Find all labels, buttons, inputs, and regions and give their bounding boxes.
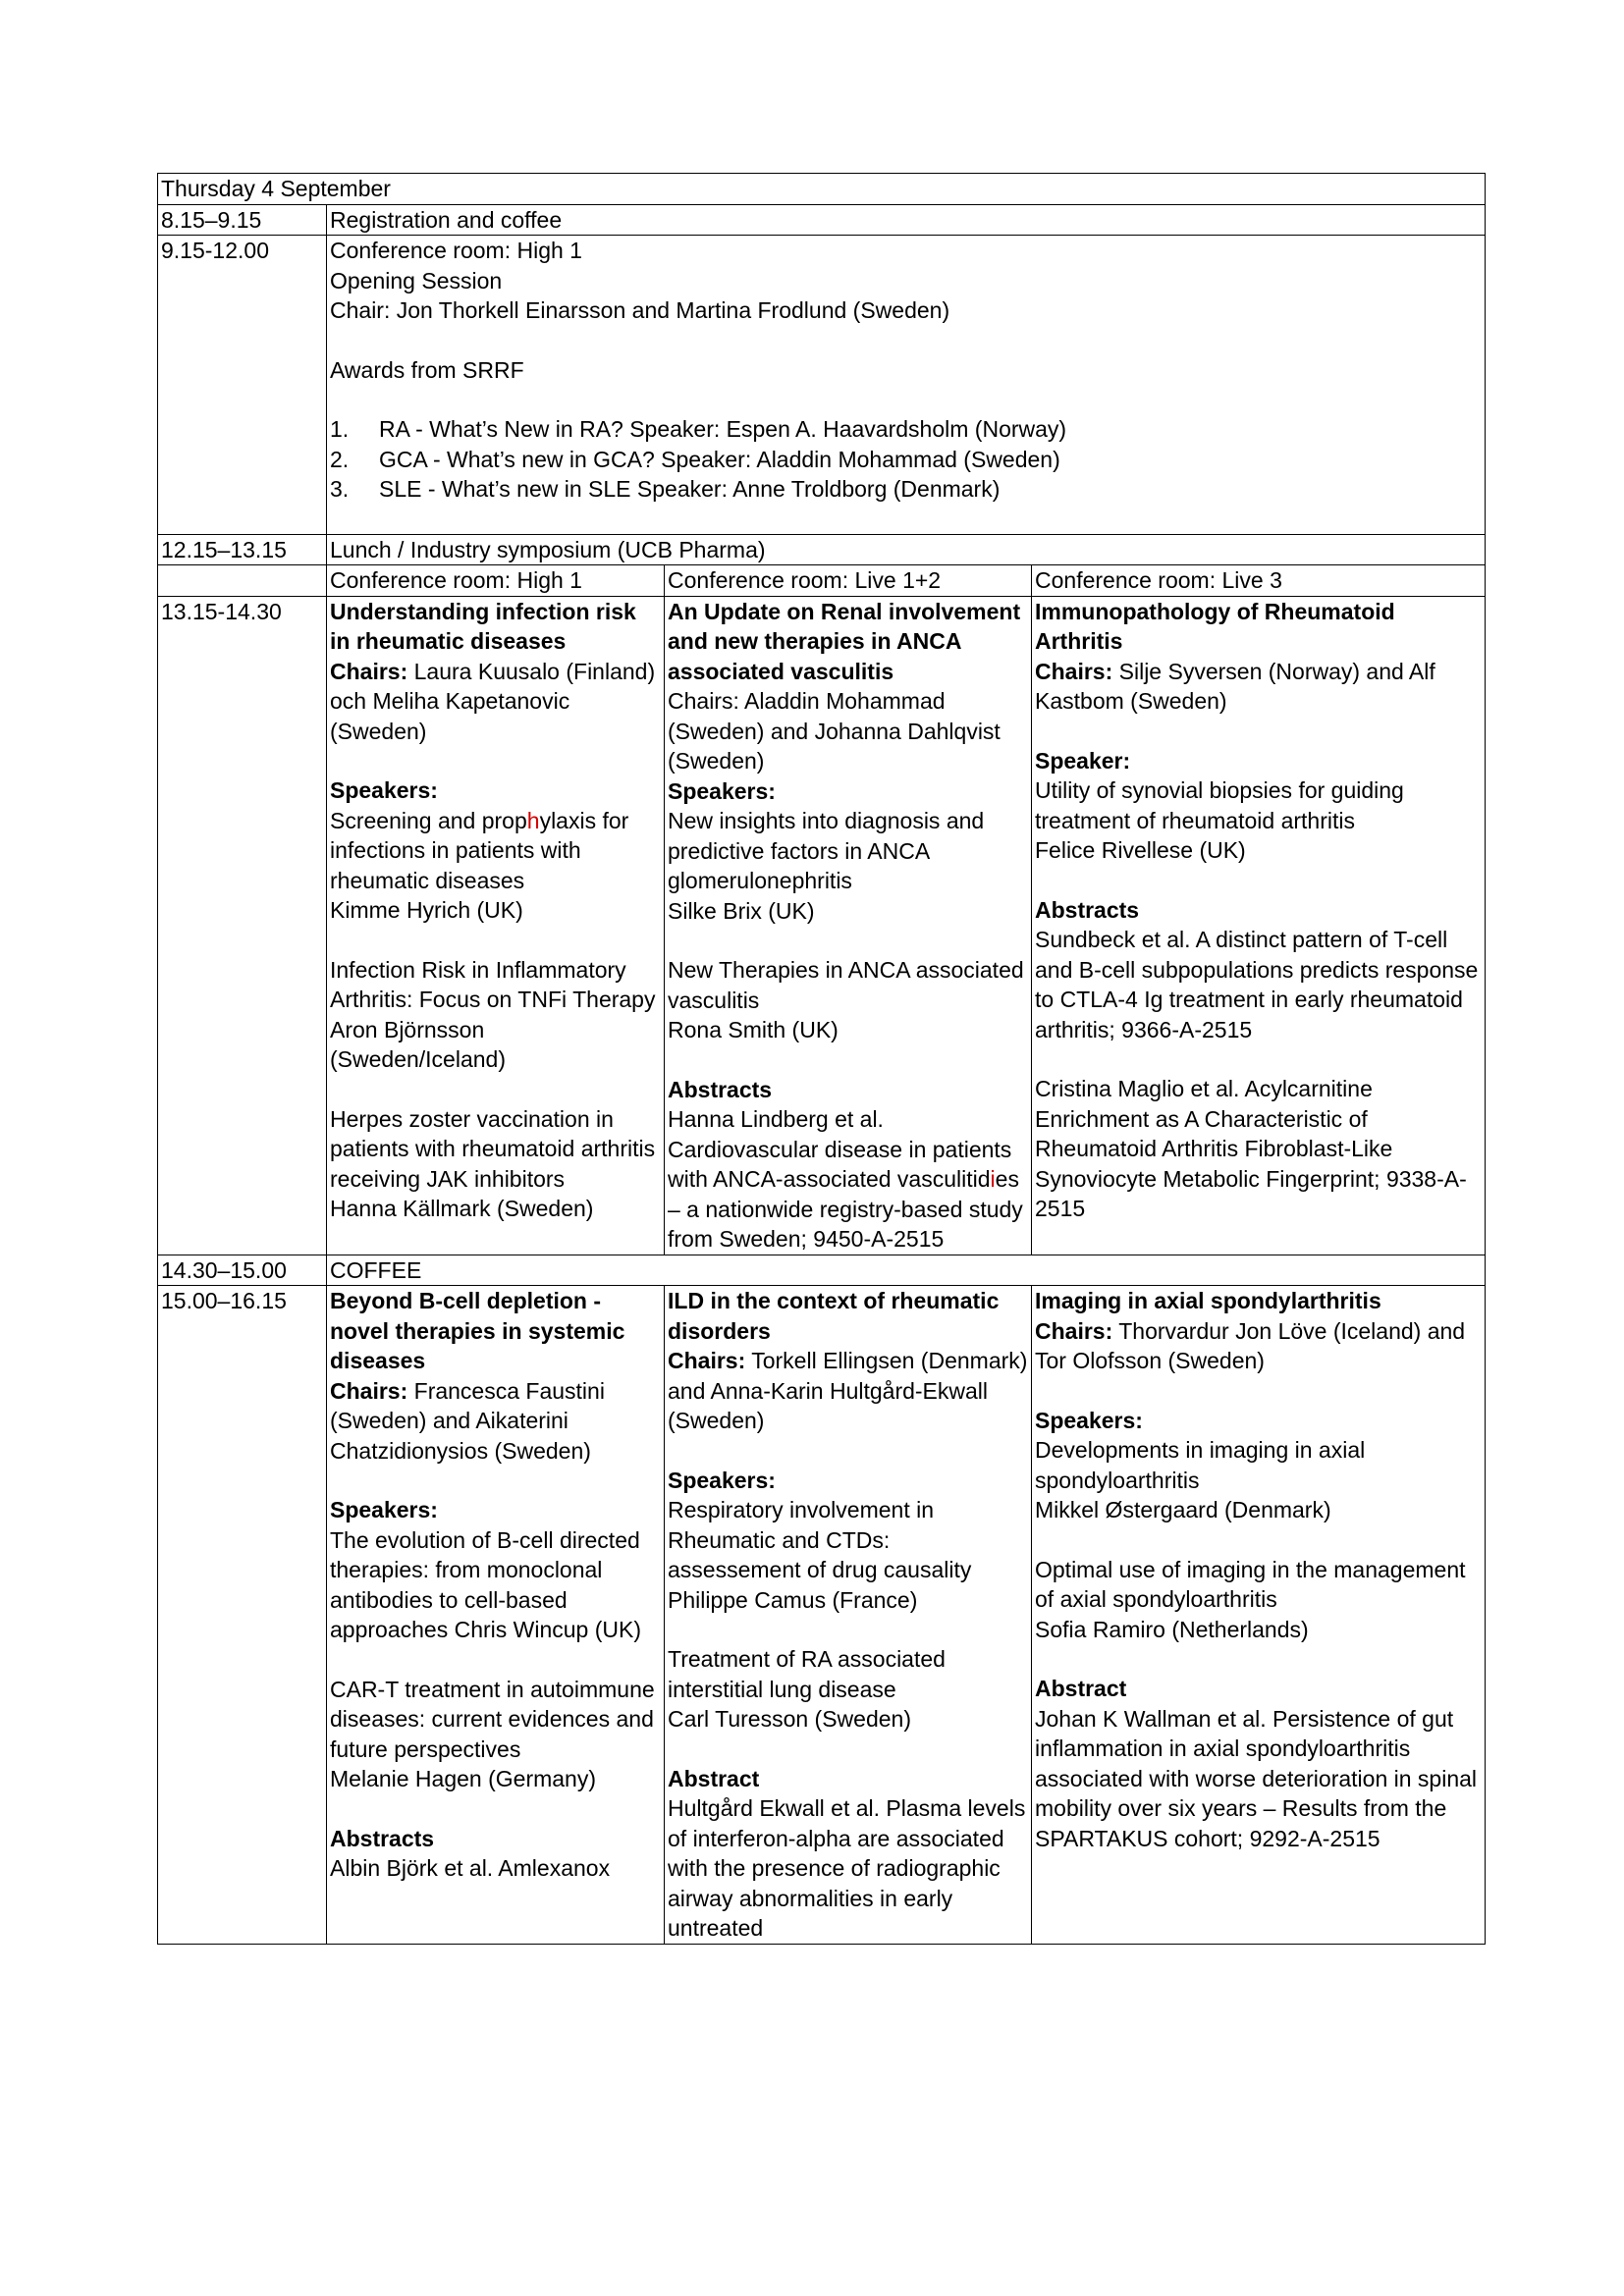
session-cell-high1 [327,596,665,1255]
speaker-name: Hanna Källmark (Sweden) [330,1196,594,1221]
list-item: 3. SLE - What’s new in SLE Speaker: Anne Troldborg (Denmark) [330,476,1001,502]
coffee-row [158,1255,1486,1286]
talk-title: Respiratory involvement in Rheumatic and CTDs: assessement of drug causality [668,1497,972,1582]
room-label: Conference room: High 1 [330,238,582,263]
talk-title: Treatment of RA associated interstitial lung disease [668,1646,946,1702]
speaker-name: Kimme Hyrich (UK) [330,897,523,923]
talk-title: Utility of synovial biopsies for guiding treatment of rheumatoid arthritis [1035,777,1404,833]
speaker-name: Felice Rivellese (UK) [1035,837,1246,863]
chairs-line: Chairs: Silje Syversen (Norway) and Alf Kastbom (Sweden) [1035,658,1435,714]
session-title: Immunopathology of Rheumatoid Arthritis [1035,598,1395,654]
day-title: Thursday 4 September [158,174,1486,205]
abstract-label: Abstract [668,1765,760,1791]
abstract-text: Hultgård Ekwall et al. Plasma levels of interferon-alpha are associated with the presence of radiographic airway abnormalities in early untreated [668,1795,1026,1941]
time-cell: 14.30–15.00 [158,1255,327,1286]
talk-title: New Therapies in ANCA associated vasculitis [668,957,1024,1013]
speaker-name: Philippe Camus (France) [668,1586,918,1613]
session-cell-live12 [665,1286,1032,1945]
abstract-text: Hanna Lindberg et al. Cardiovascular disease in patients with ANCA-associated vasculitidies – a nationwide registry-based study from Sweden; 9450-A-2515 [668,1106,1023,1252]
session-row-1500 [158,1286,1486,1945]
session-title: Beyond B-cell depletion - novel therapies in systemic diseases [330,1288,625,1373]
talk-title: CAR-T treatment in autoimmune diseases: current evidences and future perspectives [330,1676,655,1762]
room-header: Conference room: High 1 [327,565,665,597]
abstract-text: Johan K Wallman et al. Persistence of gut inflammation in axial spondyloarthritis associated with worse deterioration in spinal mobility over six years – Results from the SPARTAKUS cohort; 9292-A-2515 [1035,1705,1478,1851]
session-title: Imaging in axial spondylarthritis [1035,1288,1381,1313]
session-title: An Update on Renal involvement and new therapies in ANCA associated vasculitis [668,598,1021,684]
lunch-row [158,534,1486,565]
speaker-name: Sofia Ramiro (Netherlands) [1035,1616,1309,1642]
room-header: Conference room: Live 3 [1032,565,1486,597]
speaker-name: Silke Brix (UK) [668,897,815,924]
time-cell: 12.15–13.15 [158,534,327,565]
speaker-name: Mikkel Østergaard (Denmark) [1035,1497,1331,1522]
chair-line: Chair: Jon Thorkell Einarsson and Martina Frodlund (Sweden) [330,297,950,323]
empty-time-cell [158,565,327,597]
speakers-label: Speakers: [330,777,438,803]
time-cell: 15.00–16.15 [158,1286,327,1945]
session-cell-live3 [1032,1286,1486,1945]
time-cell: 8.15–9.15 [158,204,327,236]
coffee-text: COFFEE [327,1255,1486,1286]
program-table [157,173,1486,1945]
talk-title: Screening and prophylaxis for infections in patients with rheumatic diseases [330,807,629,893]
talk-title: Infection Risk in Inflammatory Arthritis: Focus on TNFi Therapy [330,956,656,1012]
session-cell-high1 [327,1286,665,1945]
abstract-text: Sundbeck et al. A distinct pattern of T-cell and B-cell subpopulations predicts response to CTLA-4 Ig treatment in early rheumatoid arthritis; 9366-A-2515 [1035,927,1479,1042]
speakers-label: Speakers: [668,777,776,804]
speakers-label: Speakers: [330,1497,438,1522]
abstracts-label: Abstracts [330,1825,435,1851]
abstract-text: Cristina Maglio et al. Acylcarnitine Enrichment as A Characteristic of Rheumatoid Arthritis Fibroblast-Like Synoviocyte Metabolic Fingerprint; 9338-A-2515 [1035,1076,1467,1221]
chairs-line: Chairs: Francesca Faustini (Sweden) and Aikaterini Chatzidionysios (Sweden) [330,1377,605,1464]
chairs-line: Chairs: Laura Kuusalo (Finland) och Meliha Kapetanovic (Sweden) [330,658,656,744]
speaker-label: Speaker: [1035,747,1131,774]
rooms-row [158,565,1486,597]
session-title: ILD in the context of rheumatic disorders [668,1288,1000,1344]
registration-row [158,204,1486,236]
speaker-name: Melanie Hagen (Germany) [330,1766,597,1791]
lunch-text: Lunch / Industry symposium (UCB Pharma) [327,534,1486,565]
talk-title: New insights into diagnosis and predictive factors in ANCA glomerulonephritis [668,808,985,893]
talk-list [330,414,1483,505]
talk-title: Developments in imaging in axial spondyloarthritis [1035,1437,1366,1493]
talk-title: Optimal use of imaging in the management of axial spondyloarthritis [1035,1556,1466,1612]
list-item: 1. RA - What’s New in RA? Speaker: Espen A. Haavardsholm (Norway) [330,416,1067,442]
awards-line: Awards from SRRF [330,356,524,383]
abstracts-label: Abstracts [1035,896,1140,923]
speakers-label: Speakers: [668,1467,776,1493]
time-cell: 13.15-14.30 [158,596,327,1255]
day-header-row [158,174,1486,205]
speakers-label: Speakers: [1035,1407,1143,1433]
chairs-line: Chairs: Aladdin Mohammad (Sweden) and Johanna Dahlqvist (Sweden) [668,688,1001,774]
speaker-name: Rona Smith (UK) [668,1017,839,1042]
registration-text: Registration and coffee [327,204,1486,236]
opening-session-cell [327,236,1486,535]
session-row-1315 [158,596,1486,1255]
opening-session-row [158,236,1486,535]
speaker-name: Aron Björnsson (Sweden/Iceland) [330,1016,506,1072]
session-title: Opening Session [330,267,503,294]
chairs-line: Chairs: Thorvardur Jon Löve (Iceland) and Tor Olofsson (Sweden) [1035,1317,1466,1373]
session-title: Understanding infection risk in rheumatic diseases [330,598,636,654]
chairs-line: Chairs: Torkell Ellingsen (Denmark) and Anna-Karin Hultgård-Ekwall (Sweden) [668,1348,1028,1433]
talk-title: The evolution of B-cell directed therapies: from monoclonal antibodies to cell-based approaches Chris Wincup (UK) [330,1526,642,1642]
speaker-name: Carl Turesson (Sweden) [668,1706,911,1732]
abstracts-label: Abstracts [668,1076,773,1102]
room-header: Conference room: Live 1+2 [665,565,1032,597]
abstract-label: Abstract [1035,1676,1127,1701]
list-item: 2. GCA - What’s new in GCA? Speaker: Aladdin Mohammad (Sweden) [330,446,1060,472]
time-cell: 9.15-12.00 [158,236,327,535]
abstract-text: Albin Björk et al. Amlexanox [330,1855,611,1881]
session-cell-live3 [1032,596,1486,1255]
talk-title: Herpes zoster vaccination in patients with rheumatoid arthritis receiving JAK inhibitors [330,1105,656,1192]
session-cell-live12 [665,596,1032,1255]
